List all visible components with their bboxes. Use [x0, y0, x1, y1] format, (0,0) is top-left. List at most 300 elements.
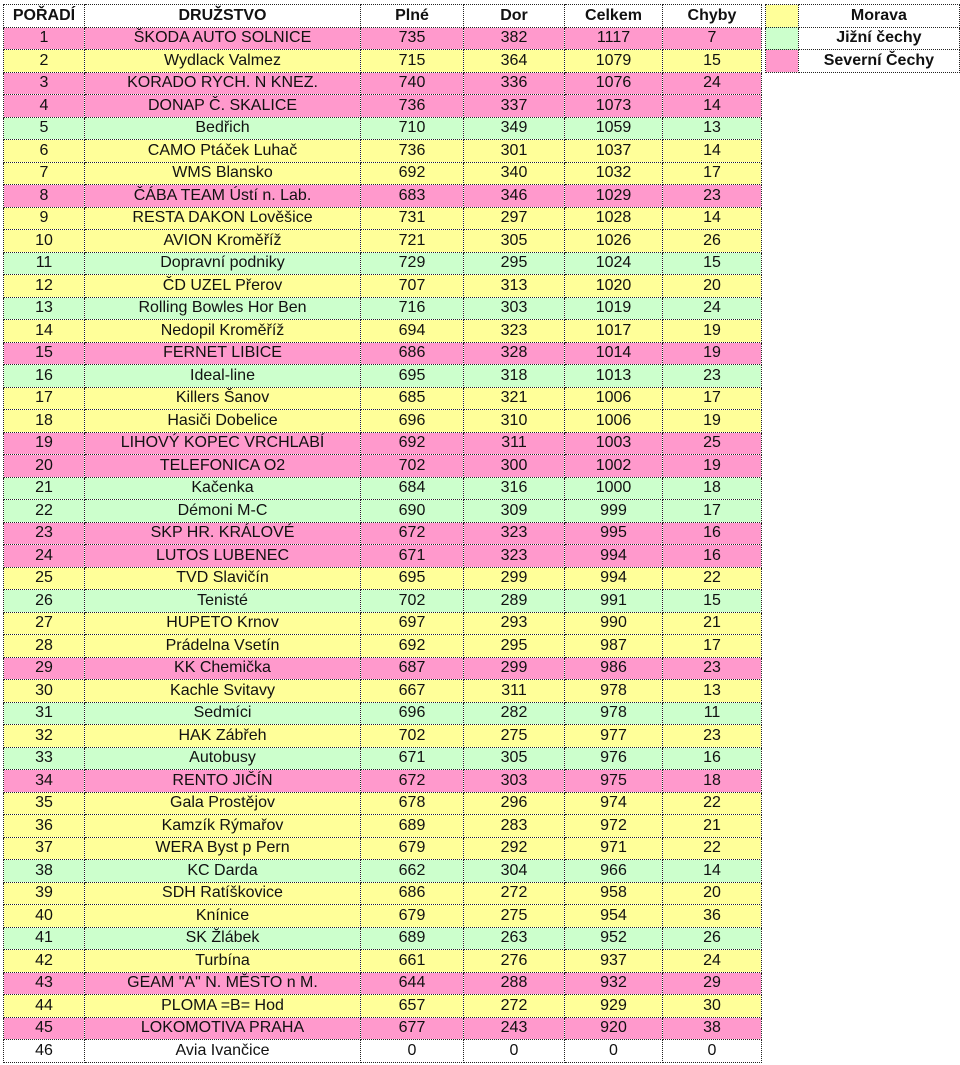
header-chyby: Chyby	[663, 5, 762, 28]
celkem-value: 974	[565, 792, 663, 815]
legend-label-morava: Morava	[798, 5, 959, 28]
plne-value: 662	[361, 860, 464, 883]
results-table	[3, 4, 762, 1063]
chyby-value: 26	[663, 230, 762, 253]
chyby-value: 0	[663, 1040, 762, 1063]
rank-cell: 45	[4, 1017, 85, 1040]
celkem-value: 1002	[565, 455, 663, 478]
rank-cell: 46	[4, 1040, 85, 1063]
celkem-value: 994	[565, 545, 663, 568]
rank-cell: 34	[4, 770, 85, 793]
celkem-value: 0	[565, 1040, 663, 1063]
team-name: CAMO Ptáček Luhač	[85, 140, 361, 163]
plne-value: 702	[361, 725, 464, 748]
celkem-value: 1059	[565, 117, 663, 140]
chyby-value: 17	[663, 162, 762, 185]
dor-value: 293	[464, 612, 565, 635]
dor-value: 382	[464, 27, 565, 50]
rank-cell: 20	[4, 455, 85, 478]
plne-value: 689	[361, 815, 464, 838]
chyby-value: 14	[663, 860, 762, 883]
table-row	[4, 185, 762, 208]
plne-value: 687	[361, 657, 464, 680]
team-name: Nedopil Kroměříž	[85, 320, 361, 343]
chyby-value: 21	[663, 815, 762, 838]
chyby-value: 17	[663, 500, 762, 523]
rank-cell: 2	[4, 50, 85, 73]
rank-cell: 17	[4, 387, 85, 410]
team-name: PLOMA =B= Hod	[85, 995, 361, 1018]
plne-value: 716	[361, 297, 464, 320]
rank-cell: 32	[4, 725, 85, 748]
rank-cell: 30	[4, 680, 85, 703]
dor-value: 311	[464, 432, 565, 455]
table-row	[4, 657, 762, 680]
dor-value: 323	[464, 545, 565, 568]
rank-cell: 8	[4, 185, 85, 208]
team-name: KC Darda	[85, 860, 361, 883]
rank-cell: 6	[4, 140, 85, 163]
rank-cell: 28	[4, 635, 85, 658]
plne-value: 695	[361, 567, 464, 590]
chyby-value: 13	[663, 680, 762, 703]
celkem-value: 1076	[565, 72, 663, 95]
dor-value: 299	[464, 567, 565, 590]
table-row	[4, 905, 762, 928]
celkem-value: 975	[565, 770, 663, 793]
team-name: HAK Zábřeh	[85, 725, 361, 748]
dor-value: 289	[464, 590, 565, 613]
table-row	[4, 522, 762, 545]
chyby-value: 23	[663, 657, 762, 680]
plne-value: 707	[361, 275, 464, 298]
dor-value: 263	[464, 927, 565, 950]
rank-cell: 9	[4, 207, 85, 230]
dor-value: 323	[464, 320, 565, 343]
plne-value: 736	[361, 140, 464, 163]
team-name: Kačenka	[85, 477, 361, 500]
chyby-value: 18	[663, 770, 762, 793]
table-row	[4, 252, 762, 275]
table-row	[4, 747, 762, 770]
team-name: Gala Prostějov	[85, 792, 361, 815]
dor-value: 304	[464, 860, 565, 883]
team-name: LIHOVÝ KOPEC VRCHLABÍ	[85, 432, 361, 455]
table-row	[4, 882, 762, 905]
rank-cell: 24	[4, 545, 85, 568]
team-name: Knínice	[85, 905, 361, 928]
chyby-value: 14	[663, 95, 762, 118]
celkem-value: 978	[565, 702, 663, 725]
table-row	[4, 545, 762, 568]
dor-value: 303	[464, 770, 565, 793]
plne-value: 696	[361, 410, 464, 433]
team-name: WERA Byst p Pern	[85, 837, 361, 860]
dor-value: 364	[464, 50, 565, 73]
table-row	[4, 1017, 762, 1040]
table-row	[4, 117, 762, 140]
dor-value: 297	[464, 207, 565, 230]
dor-value: 296	[464, 792, 565, 815]
dor-value: 295	[464, 252, 565, 275]
chyby-value: 15	[663, 252, 762, 275]
table-row	[4, 680, 762, 703]
team-name: SK Žlábek	[85, 927, 361, 950]
rank-cell: 21	[4, 477, 85, 500]
plne-value: 731	[361, 207, 464, 230]
plne-value: 736	[361, 95, 464, 118]
chyby-value: 22	[663, 837, 762, 860]
celkem-value: 994	[565, 567, 663, 590]
rank-cell: 15	[4, 342, 85, 365]
plne-value: 710	[361, 117, 464, 140]
team-name: AVION Kroměříž	[85, 230, 361, 253]
celkem-value: 1026	[565, 230, 663, 253]
chyby-value: 23	[663, 365, 762, 388]
celkem-value: 1037	[565, 140, 663, 163]
dor-value: 0	[464, 1040, 565, 1063]
rank-cell: 31	[4, 702, 85, 725]
celkem-value: 954	[565, 905, 663, 928]
legend-row-severni-cechy	[766, 50, 960, 73]
team-name: Ideal-line	[85, 365, 361, 388]
table-row	[4, 792, 762, 815]
plne-value: 735	[361, 27, 464, 50]
celkem-value: 1006	[565, 410, 663, 433]
chyby-value: 18	[663, 477, 762, 500]
team-name: Kamzík Rýmařov	[85, 815, 361, 838]
table-row	[4, 140, 762, 163]
header-team: DRUŽSTVO	[85, 5, 361, 28]
plne-value: 671	[361, 747, 464, 770]
rank-cell: 40	[4, 905, 85, 928]
plne-value: 686	[361, 342, 464, 365]
plne-value: 694	[361, 320, 464, 343]
plne-value: 721	[361, 230, 464, 253]
celkem-value: 1032	[565, 162, 663, 185]
legend-swatch-morava	[766, 5, 799, 28]
dor-value: 316	[464, 477, 565, 500]
table-row	[4, 410, 762, 433]
celkem-value: 1020	[565, 275, 663, 298]
rank-cell: 7	[4, 162, 85, 185]
chyby-value: 16	[663, 522, 762, 545]
chyby-value: 17	[663, 635, 762, 658]
chyby-value: 16	[663, 545, 762, 568]
table-row	[4, 590, 762, 613]
rank-cell: 29	[4, 657, 85, 680]
dor-value: 276	[464, 950, 565, 973]
table-row	[4, 365, 762, 388]
legend-row-morava	[766, 5, 960, 28]
team-name: RESTA DAKON Lověšice	[85, 207, 361, 230]
celkem-value: 920	[565, 1017, 663, 1040]
table-row	[4, 927, 762, 950]
plne-value: 657	[361, 995, 464, 1018]
chyby-value: 19	[663, 342, 762, 365]
team-name: KORADO RYCH. N KNEZ.	[85, 72, 361, 95]
chyby-value: 13	[663, 117, 762, 140]
chyby-value: 14	[663, 140, 762, 163]
chyby-value: 24	[663, 72, 762, 95]
plne-value: 677	[361, 1017, 464, 1040]
dor-value: 301	[464, 140, 565, 163]
celkem-value: 1000	[565, 477, 663, 500]
team-name: TELEFONICA O2	[85, 455, 361, 478]
plne-value: 686	[361, 882, 464, 905]
rank-cell: 44	[4, 995, 85, 1018]
chyby-value: 16	[663, 747, 762, 770]
celkem-value: 987	[565, 635, 663, 658]
table-row	[4, 342, 762, 365]
rank-cell: 23	[4, 522, 85, 545]
team-name: Bedřich	[85, 117, 361, 140]
dor-value: 349	[464, 117, 565, 140]
plne-value: 671	[361, 545, 464, 568]
celkem-value: 971	[565, 837, 663, 860]
team-name: Kachle Svitavy	[85, 680, 361, 703]
table-row	[4, 725, 762, 748]
celkem-value: 1079	[565, 50, 663, 73]
team-name: DONAP Č. SKALICE	[85, 95, 361, 118]
plne-value: 684	[361, 477, 464, 500]
chyby-value: 21	[663, 612, 762, 635]
plne-value: 695	[361, 365, 464, 388]
dor-value: 321	[464, 387, 565, 410]
celkem-value: 978	[565, 680, 663, 703]
table-row	[4, 950, 762, 973]
plne-value: 667	[361, 680, 464, 703]
team-name: SKP HR. KRÁLOVÉ	[85, 522, 361, 545]
table-row	[4, 275, 762, 298]
team-name: TVD Slavičín	[85, 567, 361, 590]
dor-value: 313	[464, 275, 565, 298]
plne-value: 692	[361, 162, 464, 185]
table-row	[4, 432, 762, 455]
celkem-value: 966	[565, 860, 663, 883]
celkem-value: 1117	[565, 27, 663, 50]
table-row	[4, 95, 762, 118]
rank-cell: 5	[4, 117, 85, 140]
celkem-value: 1013	[565, 365, 663, 388]
rank-cell: 14	[4, 320, 85, 343]
legend-label-severni-cechy: Severní Čechy	[798, 50, 959, 73]
chyby-value: 20	[663, 882, 762, 905]
table-row	[4, 72, 762, 95]
chyby-value: 30	[663, 995, 762, 1018]
celkem-value: 991	[565, 590, 663, 613]
table-row	[4, 815, 762, 838]
chyby-value: 38	[663, 1017, 762, 1040]
chyby-value: 14	[663, 207, 762, 230]
header-plne: Plné	[361, 5, 464, 28]
celkem-value: 986	[565, 657, 663, 680]
table-row	[4, 387, 762, 410]
dor-value: 346	[464, 185, 565, 208]
team-name: ČÁBA TEAM Ústí n. Lab.	[85, 185, 361, 208]
plne-value: 702	[361, 455, 464, 478]
table-row	[4, 702, 762, 725]
rank-cell: 11	[4, 252, 85, 275]
team-name: ŠKODA AUTO SOLNICE	[85, 27, 361, 50]
table-row	[4, 995, 762, 1018]
dor-value: 336	[464, 72, 565, 95]
chyby-value: 19	[663, 410, 762, 433]
rank-cell: 13	[4, 297, 85, 320]
celkem-value: 1024	[565, 252, 663, 275]
chyby-value: 24	[663, 297, 762, 320]
team-name: Prádelna Vsetín	[85, 635, 361, 658]
team-name: Autobusy	[85, 747, 361, 770]
team-name: Killers Šanov	[85, 387, 361, 410]
plne-value: 679	[361, 837, 464, 860]
dor-value: 309	[464, 500, 565, 523]
team-name: Rolling Bowles Hor Ben	[85, 297, 361, 320]
celkem-value: 976	[565, 747, 663, 770]
dor-value: 323	[464, 522, 565, 545]
table-row	[4, 162, 762, 185]
dor-value: 300	[464, 455, 565, 478]
rank-cell: 42	[4, 950, 85, 973]
celkem-value: 1017	[565, 320, 663, 343]
rank-cell: 26	[4, 590, 85, 613]
legend-swatch-severni-cechy	[766, 50, 799, 73]
table-row	[4, 297, 762, 320]
celkem-value: 990	[565, 612, 663, 635]
plne-value: 678	[361, 792, 464, 815]
chyby-value: 7	[663, 27, 762, 50]
plne-value: 690	[361, 500, 464, 523]
dor-value: 318	[464, 365, 565, 388]
celkem-value: 999	[565, 500, 663, 523]
team-name: GEAM "A" N. MĚSTO n M.	[85, 972, 361, 995]
chyby-value: 24	[663, 950, 762, 973]
dor-value: 282	[464, 702, 565, 725]
chyby-value: 26	[663, 927, 762, 950]
chyby-value: 15	[663, 50, 762, 73]
rank-cell: 41	[4, 927, 85, 950]
celkem-value: 1073	[565, 95, 663, 118]
dor-value: 275	[464, 905, 565, 928]
table-row	[4, 635, 762, 658]
table-row	[4, 320, 762, 343]
team-name: FERNET LIBICE	[85, 342, 361, 365]
rank-cell: 36	[4, 815, 85, 838]
rank-cell: 27	[4, 612, 85, 635]
rank-cell: 16	[4, 365, 85, 388]
dor-value: 292	[464, 837, 565, 860]
chyby-value: 29	[663, 972, 762, 995]
dor-value: 299	[464, 657, 565, 680]
region-legend	[765, 4, 960, 73]
chyby-value: 22	[663, 567, 762, 590]
table-row	[4, 1040, 762, 1063]
rank-cell: 1	[4, 27, 85, 50]
dor-value: 340	[464, 162, 565, 185]
celkem-value: 995	[565, 522, 663, 545]
team-name: SDH Ratíškovice	[85, 882, 361, 905]
table-row	[4, 972, 762, 995]
dor-value: 328	[464, 342, 565, 365]
rank-cell: 38	[4, 860, 85, 883]
team-name: Dopravní podniky	[85, 252, 361, 275]
team-name: LOKOMOTIVA PRAHA	[85, 1017, 361, 1040]
team-name: Wydlack Valmez	[85, 50, 361, 73]
legend-row-jizni-cechy	[766, 27, 960, 50]
chyby-value: 17	[663, 387, 762, 410]
celkem-value: 1029	[565, 185, 663, 208]
celkem-value: 958	[565, 882, 663, 905]
chyby-value: 22	[663, 792, 762, 815]
celkem-value: 1014	[565, 342, 663, 365]
rank-cell: 18	[4, 410, 85, 433]
team-name: Tenisté	[85, 590, 361, 613]
rank-cell: 19	[4, 432, 85, 455]
plne-value: 689	[361, 927, 464, 950]
dor-value: 305	[464, 230, 565, 253]
dor-value: 295	[464, 635, 565, 658]
dor-value: 272	[464, 995, 565, 1018]
celkem-value: 952	[565, 927, 663, 950]
plne-value: 696	[361, 702, 464, 725]
rank-cell: 43	[4, 972, 85, 995]
plne-value: 0	[361, 1040, 464, 1063]
team-name: Démoni M-C	[85, 500, 361, 523]
celkem-value: 937	[565, 950, 663, 973]
rank-cell: 22	[4, 500, 85, 523]
header-rank: POŘADÍ	[4, 5, 85, 28]
chyby-value: 15	[663, 590, 762, 613]
table-row	[4, 207, 762, 230]
rank-cell: 25	[4, 567, 85, 590]
legend-swatch-jizni-cechy	[766, 27, 799, 50]
table-row	[4, 50, 762, 73]
table-row	[4, 230, 762, 253]
plne-value: 715	[361, 50, 464, 73]
plne-value: 729	[361, 252, 464, 275]
dor-value: 303	[464, 297, 565, 320]
table-row	[4, 477, 762, 500]
celkem-value: 932	[565, 972, 663, 995]
chyby-value: 19	[663, 320, 762, 343]
table-row	[4, 612, 762, 635]
rank-cell: 39	[4, 882, 85, 905]
legend-label-jizni-cechy: Jižní čechy	[798, 27, 959, 50]
dor-value: 288	[464, 972, 565, 995]
plne-value: 679	[361, 905, 464, 928]
plne-value: 697	[361, 612, 464, 635]
dor-value: 310	[464, 410, 565, 433]
plne-value: 661	[361, 950, 464, 973]
team-name: Avia Ivančice	[85, 1040, 361, 1063]
celkem-value: 1006	[565, 387, 663, 410]
team-name: WMS Blansko	[85, 162, 361, 185]
celkem-value: 929	[565, 995, 663, 1018]
table-row	[4, 500, 762, 523]
team-name: KK Chemička	[85, 657, 361, 680]
results-body	[4, 27, 762, 1062]
table-row	[4, 860, 762, 883]
header-row	[4, 5, 762, 28]
chyby-value: 11	[663, 702, 762, 725]
chyby-value: 19	[663, 455, 762, 478]
rank-cell: 10	[4, 230, 85, 253]
team-name: Sedmíci	[85, 702, 361, 725]
plne-value: 672	[361, 522, 464, 545]
celkem-value: 1019	[565, 297, 663, 320]
celkem-value: 1003	[565, 432, 663, 455]
header-celkem: Celkem	[565, 5, 663, 28]
